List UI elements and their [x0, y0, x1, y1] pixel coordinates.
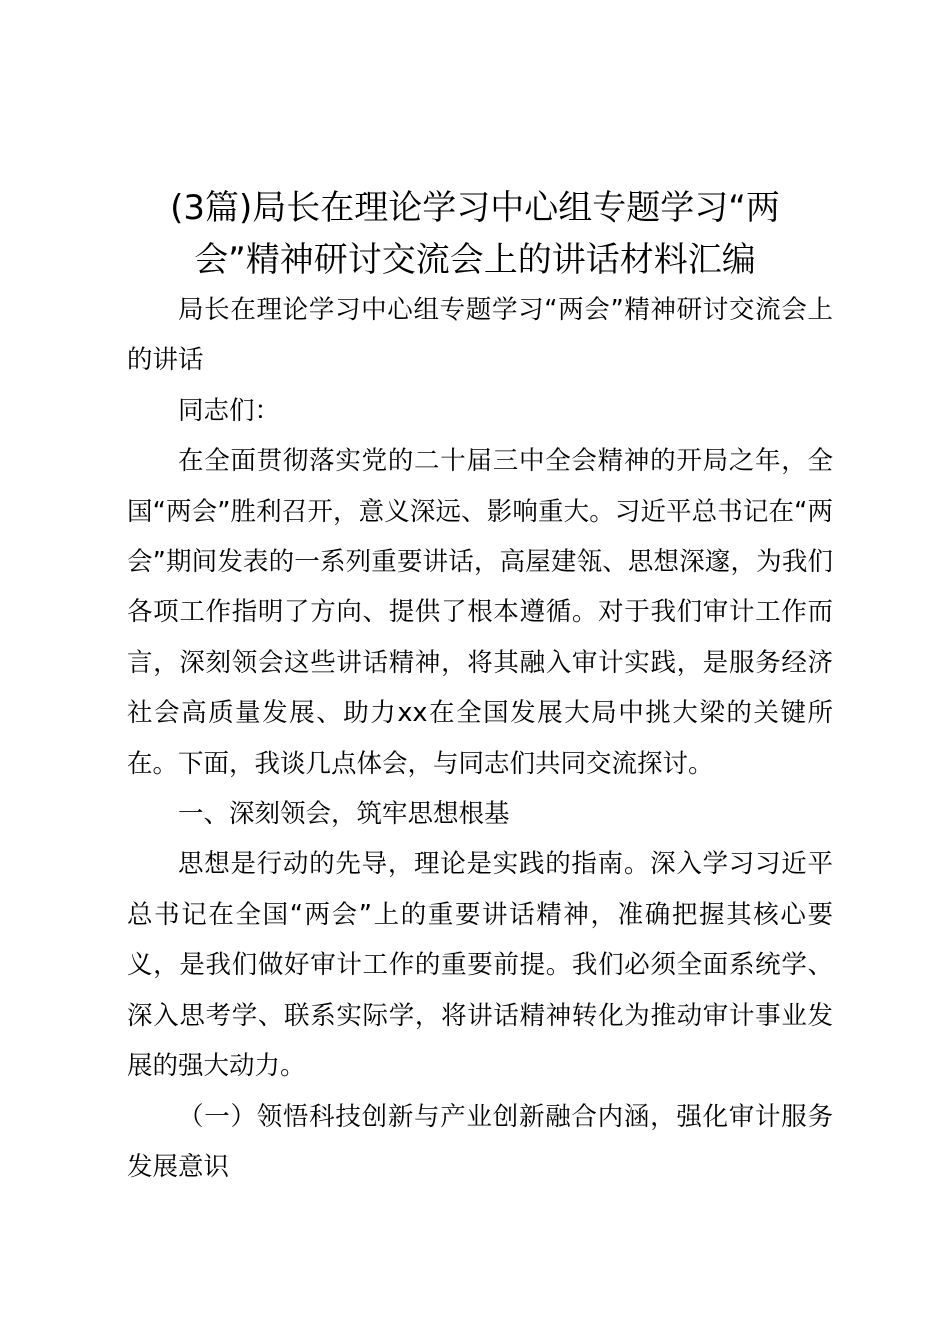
- section-1-paragraph: 思想是行动的先导，理论是实践的指南。深入学习习近平总书记在全国“两会”上的重要讲话精神，准确把握其核心要义，是我们做好审计工作的重要前提。我们必须全面系统学、深入思考学、联系实际学，将讲话精神转化为推动审计事业发展的强大动力。: [127, 849, 833, 1082]
- subsection-heading-1: （一）领悟科技创新与产业创新融合内涵，强化审计服务发展意识: [127, 1101, 833, 1182]
- document-title: [110, 182, 840, 286]
- title-line-1: (3篇)局长在理论学习中心组专题学习“两: [170, 188, 780, 228]
- title-line-2: 会”精神研讨交流会上的讲话材料汇编: [194, 240, 756, 280]
- salutation: 同志们：: [178, 395, 281, 426]
- intro-paragraph: 在全面贯彻落实党的二十届三中全会精神的开局之年，全国“两会”胜利召开，意义深远、影响重大。习近平总书记在“两会”期间发表的一系列重要讲话，高屋建瓴、思想深邃，为我们各项工作指明了方向、提供了根本遵循。对于我们审计工作而言，深刻领会这些讲话精神，将其融入审计实践，是服务经济社会高质量发展、助力xx在全国发展大局中挑大梁的关键所在。下面，我谈几点体会，与同志们共同交流探讨。: [127, 446, 833, 779]
- document-body: [127, 285, 833, 1192]
- speech-subtitle: 局长在理论学习中心组专题学习“两会”精神研讨交流会上的讲话: [127, 295, 833, 376]
- section-heading-1: 一、深刻领会，筑牢思想根基: [178, 799, 510, 830]
